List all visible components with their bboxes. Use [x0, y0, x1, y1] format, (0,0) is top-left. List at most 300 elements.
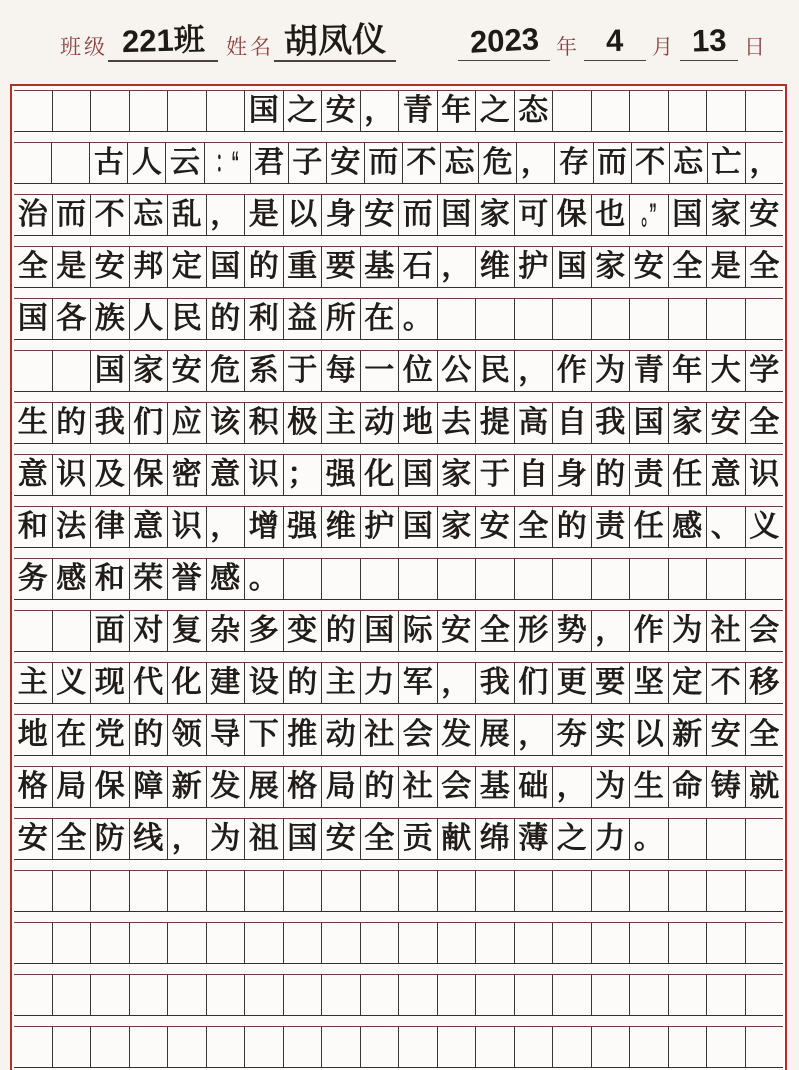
handwritten-character: 身 [556, 458, 587, 491]
grid-cell [476, 1027, 515, 1067]
grid-cell [476, 923, 515, 963]
grid-cell [669, 611, 708, 651]
month-value: 4 [605, 22, 625, 59]
grid-cell [399, 299, 438, 339]
grid-cell [53, 299, 92, 339]
grid-cell [630, 767, 669, 807]
handwritten-character: ， [441, 250, 472, 283]
grid-cell [14, 143, 52, 183]
grid-cell [553, 715, 592, 755]
handwritten-character: 益 [287, 302, 318, 335]
grid-cell [284, 1027, 323, 1067]
handwritten-character: 和 [94, 562, 125, 595]
name-label: 姓名 [226, 36, 274, 59]
grid-cell [207, 611, 246, 651]
grid-cell [168, 559, 207, 599]
grid-cell [669, 819, 708, 859]
handwritten-character: 防 [94, 822, 125, 855]
grid-cell [746, 767, 784, 807]
grid-cell [476, 299, 515, 339]
grid-cell [669, 403, 708, 443]
grid-cell [630, 611, 669, 651]
grid-cell [245, 403, 284, 443]
grid-cell [53, 1027, 92, 1067]
handwritten-character: 保 [556, 198, 587, 231]
handwritten-character: 础 [518, 770, 549, 803]
handwritten-character: 意 [710, 458, 741, 491]
grid-cell [553, 507, 592, 547]
grid-cell [707, 663, 746, 703]
grid-cell [168, 195, 207, 235]
grid-cell [592, 507, 631, 547]
grid-cell [130, 715, 169, 755]
handwritten-character: 国 [210, 250, 241, 283]
grid-cell [361, 767, 400, 807]
handwritten-character: 石 [402, 250, 433, 283]
grid-cell [746, 663, 784, 703]
grid-cell [553, 299, 592, 339]
handwritten-character: 们 [133, 406, 164, 439]
handwritten-character: ， [518, 354, 549, 387]
handwritten-character: 强 [287, 510, 318, 543]
grid-cell [399, 195, 438, 235]
handwritten-character: 领 [171, 718, 202, 751]
grid-cell [207, 195, 246, 235]
grid-cell [707, 611, 746, 651]
grid-cell [322, 403, 361, 443]
grid-cell [207, 1027, 246, 1067]
grid-row [14, 350, 783, 392]
grid-cell [322, 923, 361, 963]
handwritten-character: 以 [633, 718, 664, 751]
grid-cell [476, 195, 515, 235]
grid-cell [707, 975, 746, 1015]
handwritten-character: 化 [171, 666, 202, 699]
grid-cell [399, 975, 438, 1015]
handwritten-character: 人 [131, 146, 162, 179]
grid-cell [322, 247, 361, 287]
handwritten-character: 代 [133, 666, 164, 699]
grid-cell [365, 143, 403, 183]
handwritten-character: 的 [325, 614, 356, 647]
grid-cell [592, 715, 631, 755]
grid-cell [53, 559, 92, 599]
handwritten-character: 高 [518, 406, 549, 439]
grid-cell [245, 611, 284, 651]
handwritten-character: 发 [441, 718, 472, 751]
grid-cell [746, 455, 784, 495]
grid-cell [327, 143, 365, 183]
grid-cell [322, 455, 361, 495]
grid-cell [438, 299, 477, 339]
handwritten-character: ， [749, 146, 780, 179]
grid-cell [630, 1027, 669, 1067]
grid-cell [14, 403, 53, 443]
handwritten-character: 国 [364, 614, 395, 647]
grid-cell [553, 871, 592, 911]
grid-cell [707, 715, 746, 755]
grid-cell [361, 195, 400, 235]
grid-cell [515, 559, 554, 599]
grid-cell [746, 143, 783, 183]
grid-cell [130, 195, 169, 235]
grid-row [14, 194, 783, 236]
handwritten-character: 国 [441, 198, 472, 231]
handwritten-character: 之 [556, 822, 587, 855]
handwritten-character: 生 [633, 770, 664, 803]
grid-cell [53, 663, 92, 703]
grid-cell [14, 299, 53, 339]
grid-cell [53, 455, 92, 495]
handwritten-character: 学 [749, 354, 780, 387]
grid-cell [553, 663, 592, 703]
grid-cell [322, 819, 361, 859]
grid-cell [438, 923, 477, 963]
handwritten-character: 贡 [402, 822, 433, 855]
handwritten-character: 定 [672, 666, 703, 699]
handwritten-character: 祖 [248, 822, 279, 855]
grid-cell [245, 559, 284, 599]
handwritten-character: 格 [17, 770, 48, 803]
grid-cell [284, 195, 323, 235]
grid-cell [553, 403, 592, 443]
grid-cell [746, 871, 784, 911]
handwritten-character: 国 [633, 406, 664, 439]
grid-cell [90, 143, 128, 183]
grid-cell [630, 975, 669, 1015]
year-value: 2023 [468, 21, 540, 60]
handwritten-character: 一 [364, 354, 395, 387]
grid-cell [399, 819, 438, 859]
grid-cell [553, 1027, 592, 1067]
handwritten-character: 家 [133, 354, 164, 387]
grid-cell [91, 611, 130, 651]
grid-cell [399, 403, 438, 443]
grid-cell [168, 767, 207, 807]
grid-cell [476, 455, 515, 495]
grid-cell [746, 403, 784, 443]
grid-cell [630, 559, 669, 599]
handwritten-character: 忘 [444, 146, 475, 179]
grid-cell [515, 403, 554, 443]
grid-cell [14, 91, 53, 131]
grid-cell [707, 247, 746, 287]
handwritten-character: 所 [325, 302, 356, 335]
grid-cell [669, 559, 708, 599]
grid-cell [207, 247, 246, 287]
grid-cell [403, 143, 441, 183]
grid-cell [438, 351, 477, 391]
handwritten-character: 君 [254, 146, 285, 179]
handwritten-character: 是 [56, 250, 87, 283]
handwritten-character: 是 [710, 250, 741, 283]
grid-cell [361, 559, 400, 599]
grid-cell [592, 767, 631, 807]
grid-row [14, 402, 783, 444]
grid-cell [592, 819, 631, 859]
grid-cell [399, 663, 438, 703]
grid-cell [168, 663, 207, 703]
handwritten-character: 局 [56, 770, 87, 803]
grid-cell [438, 455, 477, 495]
handwritten-character: 务 [17, 562, 48, 595]
handwritten-character: 献 [441, 822, 472, 855]
handwritten-character: 邦 [133, 250, 164, 283]
grid-cell [322, 871, 361, 911]
handwritten-character: 家 [479, 198, 510, 231]
grid-cell [515, 923, 554, 963]
handwritten-character: 安 [94, 250, 125, 283]
handwritten-character: 极 [287, 406, 318, 439]
handwritten-character: 每 [325, 354, 356, 387]
grid-cell [168, 299, 207, 339]
handwritten-character: 就 [749, 770, 780, 803]
handwritten-character: 及 [94, 458, 125, 491]
grid-cell [245, 195, 284, 235]
grid-cell [361, 299, 400, 339]
handwritten-character: 主 [325, 406, 356, 439]
grid-row [14, 1026, 783, 1068]
handwritten-character: 设 [248, 666, 279, 699]
handwritten-character: 的 [287, 666, 318, 699]
grid-cell [669, 195, 708, 235]
grid-cell [245, 767, 284, 807]
handwritten-character: 薄 [518, 822, 549, 855]
handwritten-character: 会 [402, 718, 433, 751]
grid-cell [361, 819, 400, 859]
grid-cell [361, 1027, 400, 1067]
grid-cell [630, 403, 669, 443]
handwritten-character: 会 [749, 614, 780, 647]
grid-cell [284, 247, 323, 287]
grid-cell [130, 455, 169, 495]
handwritten-character: 安 [710, 406, 741, 439]
handwritten-character: ， [171, 822, 202, 855]
grid-cell [630, 195, 669, 235]
handwritten-character: 家 [710, 198, 741, 231]
handwritten-character: 下 [248, 718, 279, 751]
grid-cell [322, 767, 361, 807]
handwritten-character: 意 [17, 458, 48, 491]
handwritten-character: 的 [556, 510, 587, 543]
grid-cell [53, 871, 92, 911]
handwritten-character: 护 [364, 510, 395, 543]
grid-cell [669, 767, 708, 807]
handwritten-character: 安 [633, 250, 664, 283]
grid-cell [53, 767, 92, 807]
grid-cell [592, 923, 631, 963]
grid-cell [322, 559, 361, 599]
handwritten-character: 定 [171, 250, 202, 283]
handwritten-character: 而 [56, 198, 87, 231]
handwritten-character: 古 [93, 146, 124, 179]
grid-cell [553, 819, 592, 859]
grid-cell [515, 247, 554, 287]
handwritten-character: 年 [672, 354, 703, 387]
grid-cell [592, 91, 631, 131]
handwritten-character: 意 [210, 458, 241, 491]
grid-cell [168, 611, 207, 651]
handwritten-character: 国 [402, 510, 433, 543]
grid-cell [476, 819, 515, 859]
handwritten-character: 安 [325, 822, 356, 855]
handwritten-character: 主 [17, 666, 48, 699]
grid-cell [438, 91, 477, 131]
grid-cell [669, 975, 708, 1015]
handwritten-character: 感 [210, 562, 241, 595]
handwritten-character: 全 [56, 822, 87, 855]
handwritten-character: 为 [595, 770, 626, 803]
grid-cell [399, 1027, 438, 1067]
grid-row [14, 870, 783, 912]
handwritten-character: 。 [248, 562, 279, 595]
grid-cell [166, 143, 204, 183]
handwritten-character: 作 [556, 354, 587, 387]
grid-cell [245, 1027, 284, 1067]
handwritten-character: 自 [556, 406, 587, 439]
grid-cell [53, 975, 92, 1015]
handwritten-character: 国 [556, 250, 587, 283]
grid-cell [207, 559, 246, 599]
handwritten-character: 安 [479, 510, 510, 543]
handwritten-character: 该 [210, 406, 241, 439]
grid-cell [53, 923, 92, 963]
grid-cell [130, 299, 169, 339]
handwritten-character: 为 [672, 614, 703, 647]
grid-cell [399, 351, 438, 391]
handwritten-character: ：“ [215, 146, 239, 179]
grid-cell [284, 507, 323, 547]
grid-cell [91, 663, 130, 703]
handwritten-character: 格 [287, 770, 318, 803]
grid-cell [91, 819, 130, 859]
grid-cell [746, 923, 784, 963]
composition-paper [10, 84, 787, 1070]
handwritten-character: 以 [287, 198, 318, 231]
grid-cell [438, 663, 477, 703]
grid-cell [592, 663, 631, 703]
handwritten-character: 国 [94, 354, 125, 387]
grid-cell [322, 195, 361, 235]
handwritten-character: 要 [325, 250, 356, 283]
grid-cell [515, 507, 554, 547]
grid-cell [707, 455, 746, 495]
grid-cell [130, 247, 169, 287]
handwritten-character: 变 [287, 614, 318, 647]
grid-cell [91, 351, 130, 391]
grid-cell [515, 351, 554, 391]
handwritten-character: 积 [248, 406, 279, 439]
grid-cell [168, 975, 207, 1015]
year-suffix-label: 年 [556, 36, 577, 59]
grid-cell [707, 819, 746, 859]
handwritten-character: 线 [133, 822, 164, 855]
handwritten-character: 实 [595, 718, 626, 751]
grid-cell [168, 455, 207, 495]
handwritten-character: 多 [248, 614, 279, 647]
grid-cell [322, 507, 361, 547]
grid-cell [245, 507, 284, 547]
grid-cell [284, 559, 323, 599]
handwritten-character: 铸 [710, 770, 741, 803]
grid-row [14, 766, 783, 808]
grid-cell [438, 871, 477, 911]
handwritten-character: 治 [17, 198, 48, 231]
handwritten-character: 子 [292, 146, 323, 179]
handwritten-character: 形 [518, 614, 549, 647]
grid-cell [14, 351, 53, 391]
handwritten-character: 身 [325, 198, 356, 231]
handwritten-character: ， [520, 146, 551, 179]
grid-cell [399, 559, 438, 599]
grid-cell [515, 819, 554, 859]
handwritten-character: 的 [595, 458, 626, 491]
handwritten-character: 义 [56, 666, 87, 699]
handwritten-character: 年 [441, 94, 472, 127]
handwritten-character: 家 [441, 458, 472, 491]
handwritten-character: 绵 [479, 822, 510, 855]
grid-cell [91, 299, 130, 339]
handwritten-character: 推 [287, 718, 318, 751]
handwritten-character: 识 [749, 458, 780, 491]
grid-cell [130, 1027, 169, 1067]
grid-cell [438, 247, 477, 287]
grid-cell [592, 195, 631, 235]
handwritten-character: 荣 [133, 562, 164, 595]
grid-cell [207, 403, 246, 443]
grid-cell [130, 663, 169, 703]
grid-cell [669, 91, 708, 131]
handwritten-character: 安 [171, 354, 202, 387]
grid-cell [284, 455, 323, 495]
handwritten-character: 社 [402, 770, 433, 803]
grid-row [14, 246, 783, 288]
handwritten-character: 我 [595, 406, 626, 439]
handwritten-character: 不 [94, 198, 125, 231]
grid-cell [91, 195, 130, 235]
grid-cell [476, 663, 515, 703]
handwritten-character: 可 [518, 198, 549, 231]
grid-cell [284, 663, 323, 703]
grid-cell [707, 559, 746, 599]
grid-cell [207, 663, 246, 703]
handwritten-character: 我 [479, 666, 510, 699]
handwritten-character: 护 [518, 250, 549, 283]
handwritten-character: 安 [749, 198, 780, 231]
handwritten-character: 军 [402, 666, 433, 699]
handwritten-character: 力 [364, 666, 395, 699]
handwritten-character: 感 [56, 562, 87, 595]
handwritten-character: 命 [672, 770, 703, 803]
class-value: 221班 [121, 21, 205, 60]
handwritten-character: 家 [441, 510, 472, 543]
grid-cell [630, 663, 669, 703]
handwritten-character: 国 [672, 198, 703, 231]
handwritten-character: 誉 [171, 562, 202, 595]
grid-cell [52, 143, 90, 183]
grid-cell [284, 767, 323, 807]
handwritten-character: 党 [94, 718, 125, 751]
handwritten-character: 是 [248, 198, 279, 231]
handwritten-character: 存 [558, 146, 589, 179]
grid-cell [168, 715, 207, 755]
grid-cell [361, 507, 400, 547]
handwritten-character: 保 [133, 458, 164, 491]
handwritten-character: ， [210, 510, 241, 543]
grid-cell [53, 247, 92, 287]
grid-cell [207, 299, 246, 339]
grid-cell [476, 715, 515, 755]
